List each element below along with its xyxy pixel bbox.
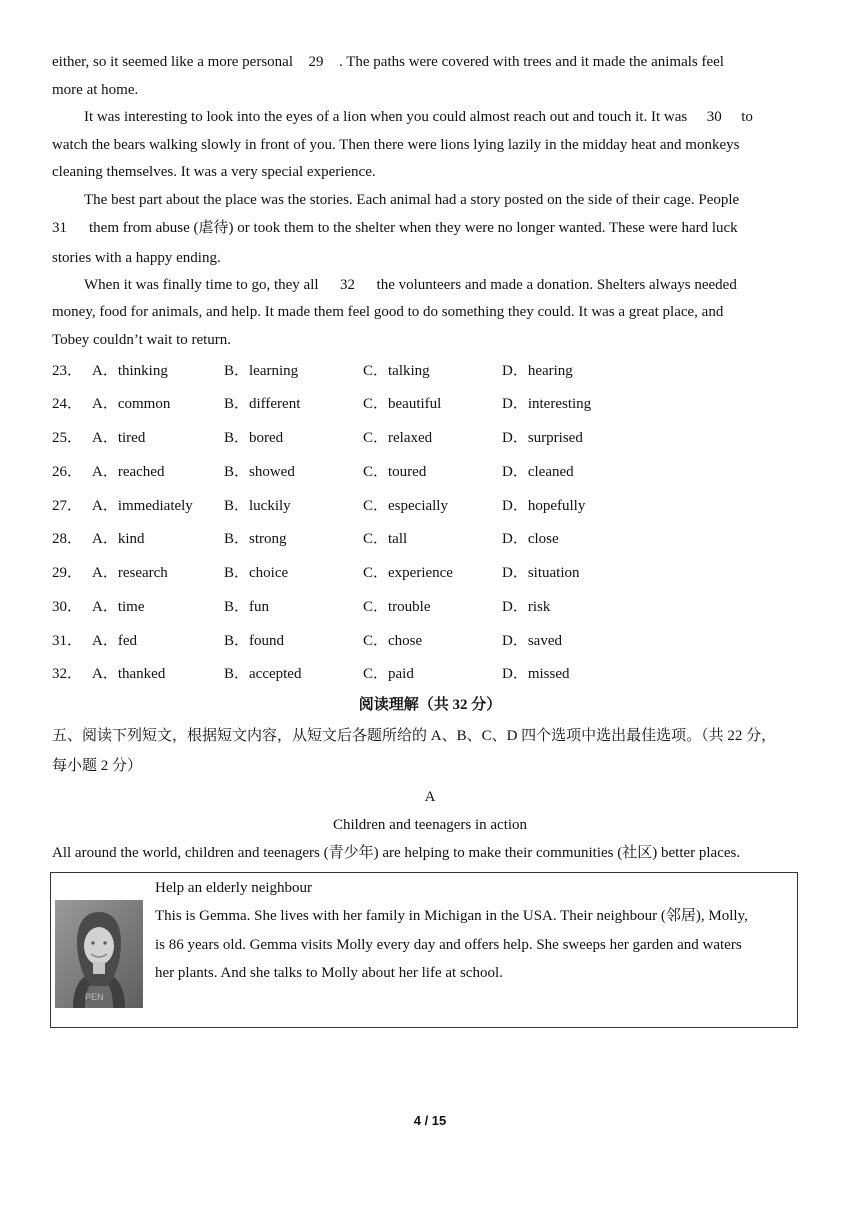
option-b: B．strong bbox=[224, 531, 287, 547]
passage-line: stories with a happy ending. bbox=[52, 250, 221, 266]
box-line: is 86 years old. Gemma visits Molly every day and offers help. She sweeps her garden and waters bbox=[155, 937, 742, 953]
section-instruction: 每小题 2 分） bbox=[52, 758, 143, 774]
option-a: A．thinking bbox=[92, 363, 168, 379]
passage-text: them from abuse (虐待) or took them to the shelter when they were no longer wanted. These were hard luck bbox=[89, 220, 738, 236]
option-a: A．immediately bbox=[92, 498, 193, 514]
girl-portrait-photo bbox=[55, 900, 143, 1008]
option-d: D．hearing bbox=[502, 363, 573, 379]
option-d: D．close bbox=[502, 531, 559, 547]
option-d: D．hopefully bbox=[502, 498, 586, 514]
question-number: 29． bbox=[52, 565, 83, 581]
blank-number: 30 bbox=[706, 109, 722, 125]
part-label: A bbox=[424, 789, 436, 805]
passage-line: The best part about the place was the stories. Each animal had a story posted on the side of their cage. People bbox=[84, 192, 740, 208]
question-number: 28． bbox=[52, 531, 83, 547]
option-b: B．learning bbox=[224, 363, 299, 379]
option-d: D．surprised bbox=[502, 430, 583, 446]
passage-line bbox=[84, 107, 753, 127]
option-d: D．saved bbox=[502, 633, 562, 649]
option-a: A．tired bbox=[92, 430, 146, 446]
passage-line: money, food for animals, and help. It made them feel good to do something they could. It was a great place, and bbox=[52, 304, 724, 320]
option-c: C．paid bbox=[363, 666, 414, 682]
question-number: 23． bbox=[52, 363, 83, 379]
question-row bbox=[52, 597, 652, 617]
option-b: B．bored bbox=[224, 430, 284, 446]
option-a: A．kind bbox=[92, 531, 145, 547]
option-b: B．luckily bbox=[224, 498, 291, 514]
article-intro: All around the world, children and teenagers (青少年) are helping to make their communities (社区) better places. bbox=[52, 845, 741, 861]
option-c: C．trouble bbox=[363, 599, 431, 615]
option-d: D．cleaned bbox=[502, 464, 574, 480]
question-number: 25． bbox=[52, 430, 83, 446]
option-c: C．experience bbox=[363, 565, 453, 581]
blank-number: 31 bbox=[52, 220, 67, 236]
option-b: B．choice bbox=[224, 565, 289, 581]
option-b: B．showed bbox=[224, 464, 295, 480]
option-c: C．talking bbox=[363, 363, 430, 379]
option-b: B．found bbox=[224, 633, 285, 649]
option-b: B．fun bbox=[224, 599, 270, 615]
option-d: D．situation bbox=[502, 565, 580, 581]
option-a: A．time bbox=[92, 599, 145, 615]
question-number: 27． bbox=[52, 498, 83, 514]
section-instruction: 五、阅读下列短文，根据短文内容，从短文后各题所给的 A、B、C、D 四个选项中选出最佳选项。（共 22 分， bbox=[52, 728, 777, 744]
option-d: D．risk bbox=[502, 599, 551, 615]
passage-line: cleaning themselves. It was a very special experience. bbox=[52, 164, 376, 180]
question-row bbox=[52, 428, 652, 448]
option-c: C．especially bbox=[363, 498, 448, 514]
blank-number: 29 bbox=[308, 54, 324, 70]
option-a: A．reached bbox=[92, 464, 165, 480]
option-d: D．missed bbox=[502, 666, 570, 682]
passage-line bbox=[84, 275, 737, 295]
section-heading: 阅读理解（共 32 分） bbox=[358, 697, 502, 713]
option-c: C．tall bbox=[363, 531, 408, 547]
passage-line: watch the bears walking slowly in front of you. Then there were lions lying lazily in the midday heat and monkeys bbox=[52, 137, 740, 153]
page-number: 4 / 15 bbox=[413, 1113, 447, 1128]
passage-text: . The paths were covered with trees and it made the animals feel bbox=[338, 54, 724, 70]
passage-line bbox=[52, 218, 738, 238]
option-a: A．thanked bbox=[92, 666, 166, 682]
question-number: 32． bbox=[52, 666, 83, 682]
question-row bbox=[52, 664, 652, 684]
passage-text: the volunteers and made a donation. Shelters always needed bbox=[376, 277, 737, 293]
question-number: 31． bbox=[52, 633, 83, 649]
passage-line: Tobey couldn’t wait to return. bbox=[52, 332, 232, 348]
question-number: 30． bbox=[52, 599, 83, 615]
option-a: A．fed bbox=[92, 633, 137, 649]
question-row bbox=[52, 563, 652, 583]
article-title: Children and teenagers in action bbox=[332, 817, 528, 833]
option-a: A．research bbox=[92, 565, 168, 581]
option-c: C．relaxed bbox=[363, 430, 433, 446]
passage-line: more at home. bbox=[52, 82, 139, 98]
option-b: B．different bbox=[224, 396, 301, 412]
svg-text:PEN: PEN bbox=[85, 992, 104, 1002]
article-box bbox=[50, 872, 798, 1028]
passage-text: either, so it seemed like a more personal bbox=[52, 54, 293, 70]
option-d: D．interesting bbox=[502, 396, 592, 412]
option-c: C．chose bbox=[363, 633, 423, 649]
box-line: This is Gemma. She lives with her family in Michigan in the USA. Their neighbour (邻居), Molly, bbox=[155, 908, 748, 924]
question-row bbox=[52, 462, 652, 482]
passage-text: When it was finally time to go, they all bbox=[84, 277, 319, 293]
passage-text: to bbox=[741, 109, 753, 125]
blank-number: 32 bbox=[340, 277, 356, 293]
question-number: 26． bbox=[52, 464, 83, 480]
question-row bbox=[52, 361, 652, 381]
question-row bbox=[52, 631, 652, 651]
question-row bbox=[52, 394, 652, 414]
box-line: her plants. And she talks to Molly about her life at school. bbox=[155, 965, 503, 981]
question-row bbox=[52, 496, 652, 516]
option-c: C．toured bbox=[363, 464, 427, 480]
option-b: B．accepted bbox=[224, 666, 302, 682]
option-a: A．common bbox=[92, 396, 171, 412]
box-title: Help an elderly neighbour bbox=[155, 880, 313, 896]
passage-line bbox=[52, 52, 724, 72]
passage-text: It was interesting to look into the eyes of a lion when you could almost reach out and touch it. It was bbox=[84, 109, 688, 125]
question-number: 24． bbox=[52, 396, 83, 412]
question-row bbox=[52, 529, 652, 549]
option-c: C．beautiful bbox=[363, 396, 442, 412]
